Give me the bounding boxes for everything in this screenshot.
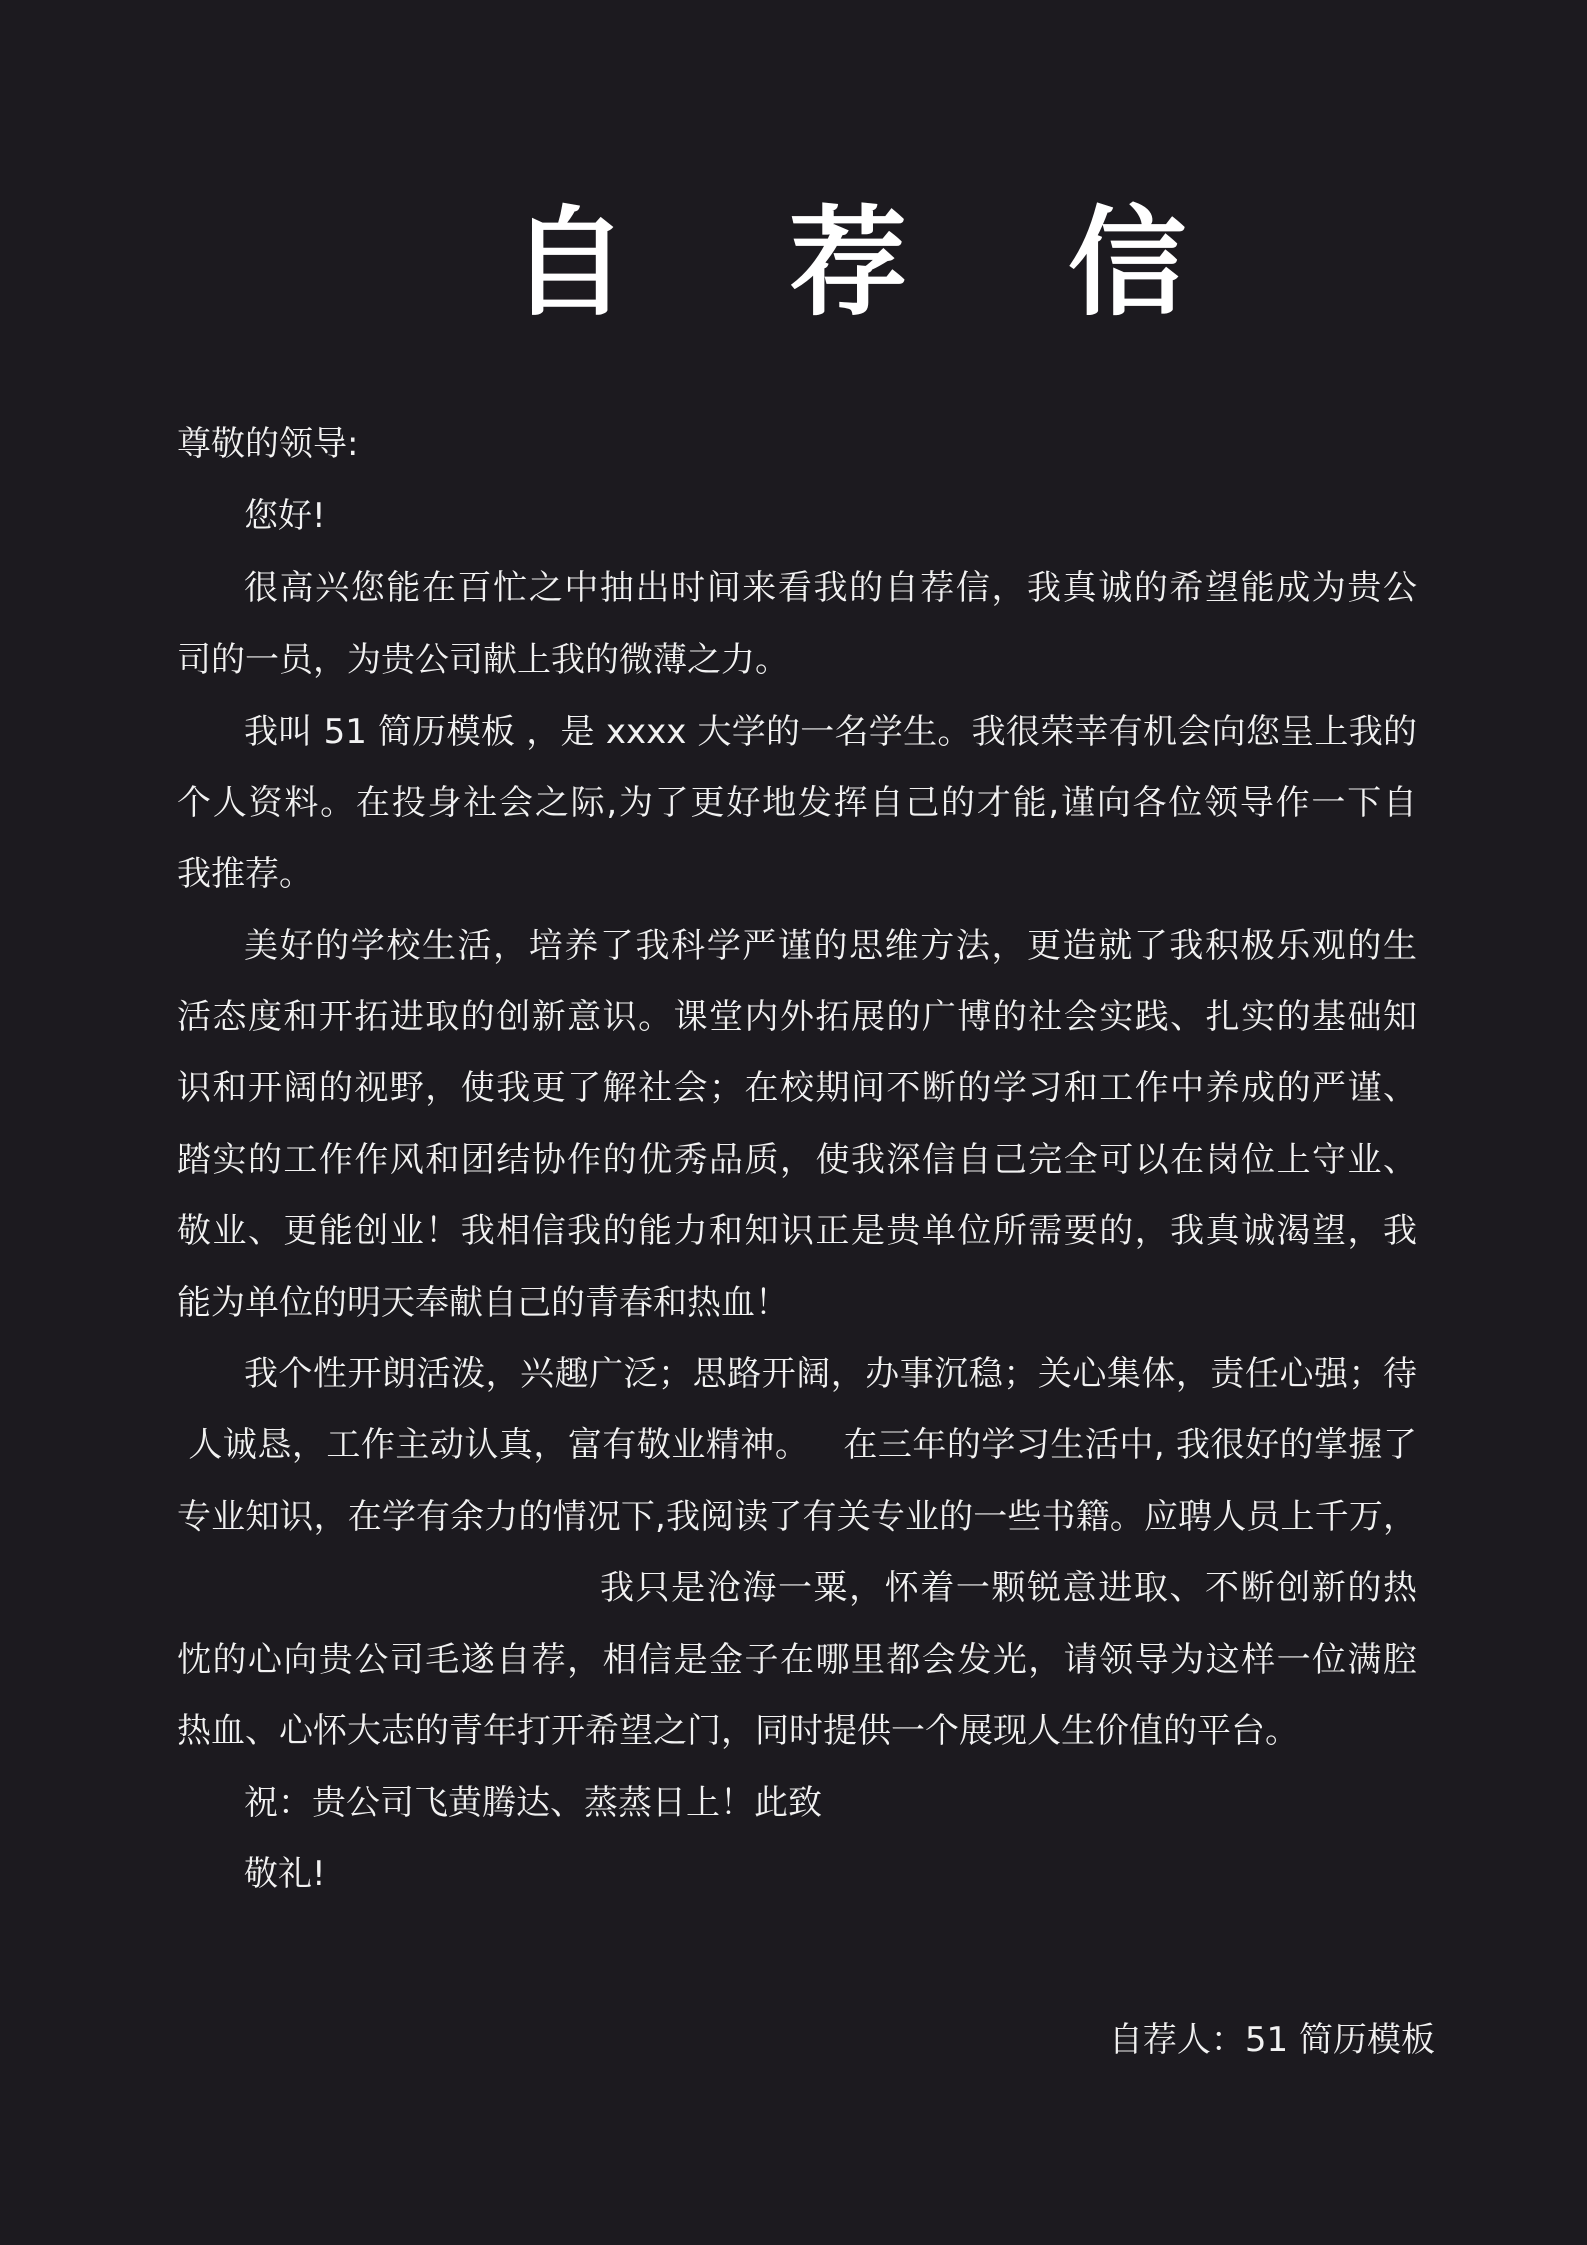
signature: 自荐人：51 简历模板 xyxy=(1108,2020,1435,2060)
greeting: 您好! xyxy=(244,496,326,536)
paragraph-3-line-1: 美好的学校生活，培养了我科学严谨的思维方法，更造就了我积极乐观的生 xyxy=(244,926,1417,966)
paragraph-3-line-5: 敬业、更能创业！我相信我的能力和知识正是贵单位所需要的，我真诚渴望，我 xyxy=(177,1211,1417,1251)
paragraph-1-line-1: 很高兴您能在百忙之中抽出时间来看我的自荐信，我真诚的希望能成为贵公 xyxy=(244,568,1417,608)
salutation: 尊敬的领导: xyxy=(177,424,359,464)
paragraph-4-line-3: 专业知识，在学有余力的情况下,我阅读了有关专业的一些书籍。应聘人员上千万， xyxy=(177,1497,1417,1537)
paragraph-1-line-2: 司的一员，为贵公司献上我的微薄之力。 xyxy=(177,640,789,680)
paragraph-3-line-3: 识和开阔的视野，使我更了解社会；在校期间不断的学习和工作中养成的严谨、 xyxy=(177,1068,1417,1108)
letter-title: 自 荐 信 xyxy=(510,194,1247,332)
paragraph-4-line-4: 我只是沧海一粟，怀着一颗锐意进取、不断创新的热 xyxy=(600,1568,1417,1608)
paragraph-3-line-4: 踏实的工作作风和团结协作的优秀品质，使我深信自己完全可以在岗位上守业、 xyxy=(177,1140,1417,1180)
paragraph-2-line-2: 个人资料。在投身社会之际,为了更好地发挥自己的才能,谨向各位领导作一下自 xyxy=(177,783,1417,823)
paragraph-4-line-2: 人诚恳，工作主动认真，富有敬业精神。 在三年的学习生活中, 我很好的掌握了 xyxy=(177,1425,1417,1465)
closing-salute: 敬礼! xyxy=(244,1854,326,1894)
paragraph-2-line-1: 我叫 51 简历模板 ，是 xxxx 大学的一名学生。我很荣幸有机会向您呈上我的 xyxy=(244,712,1417,752)
paragraph-3-line-6: 能为单位的明天奉献自己的青春和热血！ xyxy=(177,1283,789,1323)
paragraph-3-line-2: 活态度和开拓进取的创新意识。课堂内外拓展的广博的社会实践、扎实的基础知 xyxy=(177,997,1417,1037)
paragraph-4-line-5: 忱的心向贵公司毛遂自荐，相信是金子在哪里都会发光，请领导为这样一位满腔 xyxy=(177,1640,1417,1680)
paragraph-4-line-1: 我个性开朗活泼，兴趣广泛；思路开阔，办事沉稳；关心集体，责任心强；待 xyxy=(244,1354,1417,1394)
paragraph-4-line-6: 热血、心怀大志的青年打开希望之门，同时提供一个展现人生价值的平台。 xyxy=(177,1711,1299,1751)
paragraph-2-line-3: 我推荐。 xyxy=(177,854,313,894)
closing-wish: 祝：贵公司飞黄腾达、蒸蒸日上！此致 xyxy=(244,1783,822,1823)
